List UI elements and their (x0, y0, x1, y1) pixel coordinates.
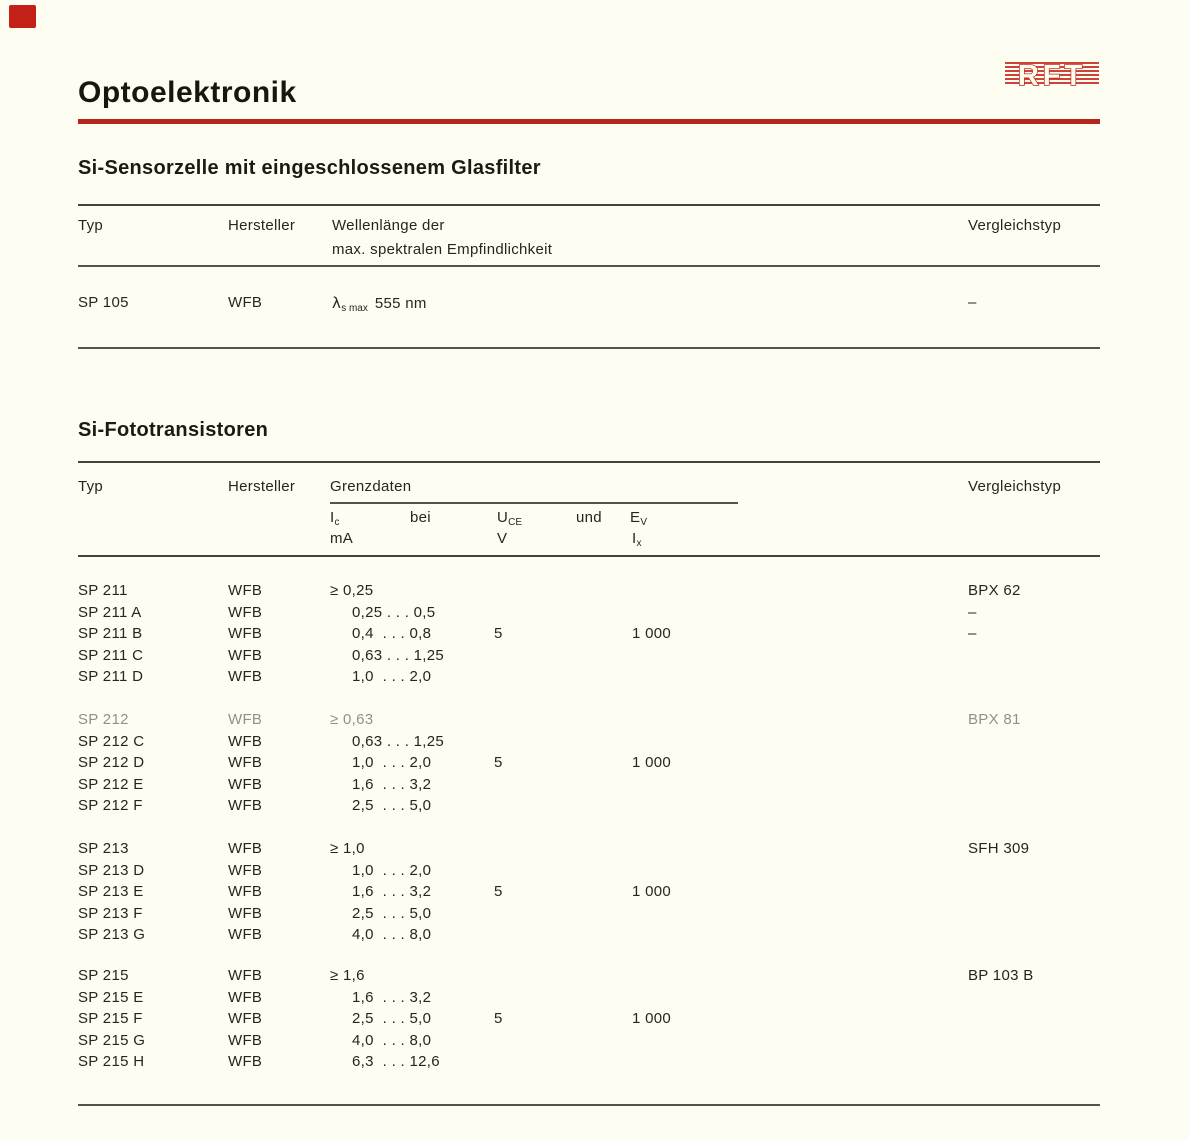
cell-typ: SP 213 G (78, 926, 146, 943)
cell-vergleichstyp: BPX 81 (968, 711, 1021, 728)
cell-hersteller: WFB (228, 1031, 263, 1049)
title-divider (78, 119, 1100, 124)
cell-typ: SP 213 D (78, 861, 145, 879)
cell-typ: SP 213 E (78, 883, 144, 900)
red-corner-mark (9, 5, 36, 28)
table1-cell-wellenlaenge (332, 294, 427, 314)
cell-ic: 1,6 . . . 3,2 (352, 988, 432, 1006)
table-row (78, 862, 1100, 884)
table2-header-divider (78, 555, 1100, 557)
ic-sub: c (334, 517, 340, 528)
section1-heading: Si-Sensorzelle mit eingeschlossenem Glasfilter (78, 157, 541, 179)
cell-ev: 1 000 (632, 754, 672, 771)
table1-cell-vergleichstyp: – (968, 294, 977, 311)
table-row (78, 989, 1100, 1011)
cell-typ: SP 211 D (78, 668, 144, 685)
table2-subheader-bei: bei (410, 509, 431, 526)
cell-hersteller: WFB (228, 582, 263, 599)
cell-hersteller: WFB (228, 904, 263, 922)
cell-hersteller: WFB (228, 840, 263, 857)
table-row (78, 776, 1100, 798)
table1-header-wellenlaenge-line1: Wellenlänge der (332, 217, 445, 234)
table-group (78, 711, 1100, 819)
cell-ic: 1,0 . . . 2,0 (352, 754, 432, 771)
table-row (78, 711, 1100, 733)
section2-heading: Si-Fototransistoren (78, 419, 269, 441)
table-row (78, 967, 1100, 989)
cell-vergleichstyp: BP 103 B (968, 967, 1034, 984)
table2-subheader-uce (497, 509, 522, 528)
cell-vergleichstyp: BPX 62 (968, 582, 1021, 599)
cell-ic: 1,0 . . . 2,0 (352, 668, 432, 685)
table2-header-grenzdaten: Grenzdaten (330, 478, 412, 495)
cell-typ: SP 211 B (78, 625, 143, 642)
cell-typ: SP 211 (78, 582, 128, 599)
cell-typ: SP 215 (78, 967, 129, 984)
table-row (78, 883, 1100, 905)
cell-ic: 2,5 . . . 5,0 (352, 797, 432, 814)
cell-typ: SP 212 D (78, 754, 145, 771)
cell-ic: 4,0 . . . 8,0 (352, 926, 432, 943)
table1-header-wellenlaenge-line2: max. spektralen Empfindlichkeit (332, 241, 553, 258)
cell-typ: SP 213 F (78, 904, 143, 922)
table1-header-typ: Typ (78, 217, 104, 234)
cell-hersteller: WFB (228, 988, 263, 1006)
cell-vergleichstyp: – (968, 603, 977, 621)
cell-uce: 5 (494, 754, 503, 771)
cell-ic: 0,63 . . . 1,25 (352, 732, 445, 750)
table-row (78, 647, 1100, 669)
cell-hersteller: WFB (228, 625, 263, 642)
table2-header-hersteller: Hersteller (228, 478, 296, 495)
cell-uce: 5 (494, 1010, 503, 1027)
table2-unit-v: V (497, 530, 508, 547)
cell-typ: SP 211 C (78, 646, 144, 664)
table-row (78, 926, 1100, 948)
cell-typ: SP 213 (78, 840, 129, 857)
cell-ev: 1 000 (632, 883, 672, 900)
table2-subheader-und: und (576, 509, 602, 526)
cell-ic: ≥ 0,25 (330, 582, 374, 599)
cell-hersteller: WFB (228, 732, 263, 750)
cell-hersteller: WFB (228, 646, 263, 664)
cell-hersteller: WFB (228, 603, 263, 621)
cell-hersteller: WFB (228, 1053, 263, 1070)
cell-ic: 4,0 . . . 8,0 (352, 1031, 432, 1049)
table2-header-typ: Typ (78, 478, 104, 495)
cell-typ: SP 215 F (78, 1010, 143, 1027)
table-row (78, 1032, 1100, 1054)
rft-logo-text: RFT (1017, 60, 1087, 92)
cell-hersteller: WFB (228, 861, 263, 879)
rft-logo (1004, 54, 1100, 96)
lux-base: I (632, 530, 637, 547)
table-group (78, 967, 1100, 1075)
cell-ic: ≥ 0,63 (330, 711, 374, 728)
table1-bottom-divider (78, 347, 1100, 349)
table1-cell-hersteller: WFB (228, 294, 263, 311)
cell-vergleichstyp: SFH 309 (968, 840, 1030, 857)
table-row (78, 754, 1100, 776)
table1-top-divider (78, 204, 1100, 206)
cell-vergleichstyp: – (968, 625, 977, 642)
cell-ic: ≥ 1,6 (330, 967, 365, 984)
cell-ic: ≥ 1,0 (330, 840, 365, 857)
table1-cell-typ: SP 105 (78, 294, 129, 311)
cell-ic: 2,5 . . . 5,0 (352, 1010, 432, 1027)
table-group (78, 840, 1100, 948)
cell-uce: 5 (494, 625, 503, 642)
cell-ic: 0,25 . . . 0,5 (352, 603, 436, 621)
table2-header-vergleichstyp: Vergleichstyp (968, 478, 1062, 495)
cell-ic: 6,3 . . . 12,6 (352, 1053, 440, 1070)
cell-ic: 1,6 . . . 3,2 (352, 775, 432, 793)
lambda-subscript: s max (341, 303, 368, 314)
table-row (78, 625, 1100, 647)
uce-base: U (497, 509, 509, 526)
cell-ic: 1,6 . . . 3,2 (352, 883, 432, 900)
table2-unit-ma: mA (330, 530, 354, 547)
table1-header-divider (78, 265, 1100, 267)
grenzdaten-divider (330, 502, 738, 504)
cell-typ: SP 212 C (78, 732, 145, 750)
cell-typ: SP 215 E (78, 988, 144, 1006)
lambda-symbol: λ (332, 294, 342, 312)
cell-ic: 2,5 . . . 5,0 (352, 904, 432, 922)
table1-header-vergleichstyp: Vergleichstyp (968, 217, 1062, 234)
table-row (78, 840, 1100, 862)
table-row (78, 582, 1100, 604)
cell-ic: 1,0 . . . 2,0 (352, 861, 432, 879)
cell-typ: SP 211 A (78, 603, 142, 621)
table2-top-divider (78, 461, 1100, 463)
table2-subheader-ic (330, 509, 339, 528)
table2-unit-lux (632, 530, 641, 549)
table-group (78, 582, 1100, 690)
cell-typ: SP 215 G (78, 1031, 146, 1049)
ev-sub: V (640, 517, 647, 528)
table2-subheader-ev (630, 509, 647, 528)
table-row (78, 604, 1100, 626)
uce-sub: CE (508, 517, 523, 528)
cell-hersteller: WFB (228, 883, 263, 900)
cell-ev: 1 000 (632, 625, 672, 642)
cell-hersteller: WFB (228, 775, 263, 793)
cell-hersteller: WFB (228, 754, 263, 771)
table-row (78, 905, 1100, 927)
cell-hersteller: WFB (228, 668, 263, 685)
cell-hersteller: WFB (228, 926, 263, 943)
lux-sub: x (636, 538, 642, 549)
table-row (78, 668, 1100, 690)
cell-hersteller: WFB (228, 967, 263, 984)
cell-hersteller: WFB (228, 797, 263, 814)
table1-header-hersteller: Hersteller (228, 217, 296, 234)
cell-ic: 0,4 . . . 0,8 (352, 625, 432, 642)
table-row (78, 733, 1100, 755)
ic-base: I (330, 509, 335, 526)
cell-hersteller: WFB (228, 711, 263, 728)
page-title: Optoelektronik (78, 76, 297, 109)
cell-typ: SP 215 H (78, 1053, 145, 1070)
cell-typ: SP 212 F (78, 797, 143, 814)
cell-hersteller: WFB (228, 1010, 263, 1027)
cell-typ: SP 212 E (78, 775, 144, 793)
ev-base: E (630, 509, 641, 526)
lambda-value: 555 nm (374, 295, 427, 312)
cell-ic: 0,63 . . . 1,25 (352, 646, 445, 664)
page-bottom-divider (78, 1104, 1100, 1106)
cell-uce: 5 (494, 883, 503, 900)
table-row (78, 797, 1100, 819)
cell-ev: 1 000 (632, 1010, 672, 1027)
table-row (78, 1053, 1100, 1075)
cell-typ: SP 212 (78, 711, 129, 728)
table-row (78, 1010, 1100, 1032)
